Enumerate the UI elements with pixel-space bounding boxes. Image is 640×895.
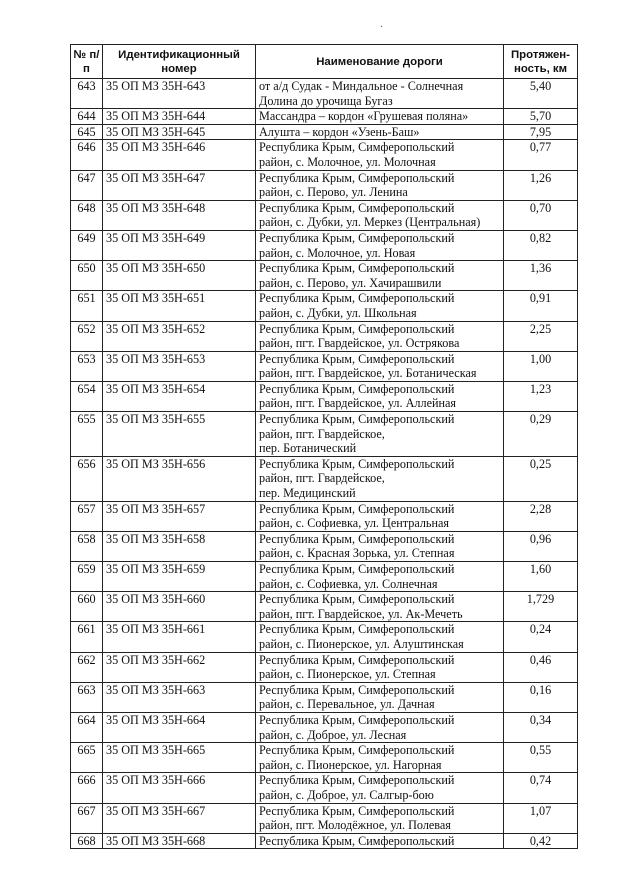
row-number: 650 bbox=[71, 261, 103, 291]
road-id: 35 ОП МЗ 35Н-644 bbox=[103, 109, 256, 125]
row-number: 655 bbox=[71, 412, 103, 457]
table-row bbox=[71, 456, 578, 501]
row-number: 645 bbox=[71, 124, 103, 140]
road-name bbox=[256, 170, 504, 200]
road-id: 35 ОП МЗ 35Н-665 bbox=[103, 743, 256, 773]
road-id: 35 ОП МЗ 35Н-650 bbox=[103, 261, 256, 291]
road-name-line: район, с. Перово, ул. Хачирашвили bbox=[259, 275, 442, 290]
road-name-line: Республика Крым, Симферопольский bbox=[259, 381, 455, 396]
row-number: 665 bbox=[71, 743, 103, 773]
table-row bbox=[71, 803, 578, 833]
table-body bbox=[71, 79, 578, 849]
road-id: 35 ОП МЗ 35Н-653 bbox=[103, 351, 256, 381]
road-name-line: район, с. Перово, ул. Ленина bbox=[259, 185, 408, 200]
row-number: 656 bbox=[71, 456, 103, 501]
road-length: 0,70 bbox=[504, 200, 578, 230]
road-id: 35 ОП МЗ 35Н-667 bbox=[103, 803, 256, 833]
road-length: 0,24 bbox=[504, 622, 578, 652]
road-name-line: Республика Крым, Симферопольский bbox=[259, 291, 455, 306]
road-name-line: Массандра – кордон «Грушевая поляна» bbox=[259, 109, 469, 124]
table-row bbox=[71, 562, 578, 592]
road-id: 35 ОП МЗ 35Н-643 bbox=[103, 79, 256, 109]
row-number: 667 bbox=[71, 803, 103, 833]
road-length: 1,26 bbox=[504, 170, 578, 200]
row-number: 664 bbox=[71, 712, 103, 742]
road-name bbox=[256, 124, 504, 140]
row-number: 668 bbox=[71, 833, 103, 849]
road-name-line: Республика Крым, Симферопольский bbox=[259, 351, 455, 366]
row-number: 666 bbox=[71, 773, 103, 803]
road-name-line: Республика Крым, Симферопольский bbox=[259, 712, 455, 727]
road-name bbox=[256, 622, 504, 652]
road-id: 35 ОП МЗ 35Н-649 bbox=[103, 230, 256, 260]
road-name-line: район, с. Красная Зорька, ул. Степная bbox=[259, 546, 455, 561]
road-name bbox=[256, 833, 504, 849]
table-row bbox=[71, 200, 578, 230]
road-name-line: район, пгт. Гвардейское, bbox=[259, 426, 385, 441]
road-length: 5,40 bbox=[504, 79, 578, 109]
road-length: 1,07 bbox=[504, 803, 578, 833]
road-name-line: Республика Крым, Симферопольский bbox=[259, 456, 455, 471]
row-number: 662 bbox=[71, 652, 103, 682]
row-number: 654 bbox=[71, 381, 103, 411]
table-row bbox=[71, 291, 578, 321]
road-id: 35 ОП МЗ 35Н-657 bbox=[103, 501, 256, 531]
road-name-line: район, с. Софиевка, ул. Солнечная bbox=[259, 576, 438, 591]
road-name-line: Республика Крым, Симферопольский bbox=[259, 622, 455, 637]
road-name-line: Республика Крым, Симферопольский bbox=[259, 743, 455, 758]
road-name-line: Республика Крым, Симферопольский bbox=[259, 321, 455, 336]
road-length: 0,16 bbox=[504, 682, 578, 712]
table-row bbox=[71, 124, 578, 140]
row-number: 647 bbox=[71, 170, 103, 200]
road-name bbox=[256, 456, 504, 501]
road-name-line: район, с. Софиевка, ул. Центральная bbox=[259, 516, 450, 531]
road-name-line: район, с. Пионерское, ул. Алуштинская bbox=[259, 636, 464, 651]
table-header-row bbox=[71, 45, 578, 79]
table-row bbox=[71, 622, 578, 652]
road-name-line: Республика Крым, Симферопольский bbox=[259, 230, 455, 245]
scan-speck: · bbox=[380, 22, 384, 33]
road-id: 35 ОП МЗ 35Н-647 bbox=[103, 170, 256, 200]
road-name-line: район, с. Дубки, ул. Меркез (Центральная) bbox=[259, 215, 481, 230]
road-length: 0,96 bbox=[504, 531, 578, 561]
road-name bbox=[256, 291, 504, 321]
table-row bbox=[71, 261, 578, 291]
road-name bbox=[256, 412, 504, 457]
road-id: 35 ОП МЗ 35Н-659 bbox=[103, 562, 256, 592]
road-length: 0,29 bbox=[504, 412, 578, 457]
road-name-line: от а/д Судак - Миндальное - Солнечная bbox=[259, 79, 464, 93]
road-name-line: Республика Крым, Симферопольский bbox=[259, 773, 455, 788]
row-number: 653 bbox=[71, 351, 103, 381]
table-row bbox=[71, 773, 578, 803]
road-id: 35 ОП МЗ 35Н-646 bbox=[103, 140, 256, 170]
road-name-line: район, пгт. Гвардейское, ул. Ак-Мечеть bbox=[259, 606, 463, 621]
road-name-line: Республика Крым, Симферопольский bbox=[259, 592, 455, 607]
road-length: 1,00 bbox=[504, 351, 578, 381]
row-number: 646 bbox=[71, 140, 103, 170]
table-row bbox=[71, 351, 578, 381]
row-number: 652 bbox=[71, 321, 103, 351]
road-name-line: Республика Крым, Симферопольский bbox=[259, 531, 455, 546]
table-row bbox=[71, 592, 578, 622]
header-num: № п/п bbox=[71, 45, 103, 79]
road-length: 0,46 bbox=[504, 652, 578, 682]
row-number: 644 bbox=[71, 109, 103, 125]
table-row bbox=[71, 412, 578, 457]
road-name-line: пер. Ботанический bbox=[259, 441, 357, 456]
road-name bbox=[256, 501, 504, 531]
road-name bbox=[256, 230, 504, 260]
road-length: 0,34 bbox=[504, 712, 578, 742]
road-name bbox=[256, 351, 504, 381]
road-id: 35 ОП МЗ 35Н-655 bbox=[103, 412, 256, 457]
header-id: Идентификационный номер bbox=[103, 45, 256, 79]
row-number: 649 bbox=[71, 230, 103, 260]
road-name-line: район, пгт. Гвардейское, ул. Аллейная bbox=[259, 396, 457, 411]
road-length: 2,28 bbox=[504, 501, 578, 531]
road-id: 35 ОП МЗ 35Н-652 bbox=[103, 321, 256, 351]
road-length: 5,70 bbox=[504, 109, 578, 125]
row-number: 657 bbox=[71, 501, 103, 531]
road-length: 0,74 bbox=[504, 773, 578, 803]
road-length: 1,729 bbox=[504, 592, 578, 622]
road-length: 0,91 bbox=[504, 291, 578, 321]
table-row bbox=[71, 682, 578, 712]
road-name bbox=[256, 562, 504, 592]
road-length: 2,25 bbox=[504, 321, 578, 351]
road-name-line: Республика Крым, Симферопольский bbox=[259, 562, 455, 576]
table-row bbox=[71, 140, 578, 170]
road-id: 35 ОП МЗ 35Н-668 bbox=[103, 833, 256, 849]
road-name-line: район, пгт. Молодёжное, ул. Полевая bbox=[259, 818, 451, 833]
road-length: 1,36 bbox=[504, 261, 578, 291]
road-name bbox=[256, 682, 504, 712]
row-number: 643 bbox=[71, 79, 103, 109]
road-id: 35 ОП МЗ 35Н-651 bbox=[103, 291, 256, 321]
road-name-line: Республика Крым, Симферопольский bbox=[259, 501, 455, 516]
table-row bbox=[71, 79, 578, 109]
road-name-line: Республика Крым, Симферопольский bbox=[259, 170, 455, 185]
road-length: 0,25 bbox=[504, 456, 578, 501]
road-name-line: Республика Крым, Симферопольский bbox=[259, 803, 455, 818]
road-name bbox=[256, 712, 504, 742]
roads-table bbox=[70, 44, 578, 849]
road-name bbox=[256, 592, 504, 622]
road-name bbox=[256, 531, 504, 561]
road-name bbox=[256, 109, 504, 125]
road-name bbox=[256, 261, 504, 291]
row-number: 663 bbox=[71, 682, 103, 712]
road-name-line: район, с. Пионерское, ул. Степная bbox=[259, 667, 436, 682]
row-number: 659 bbox=[71, 562, 103, 592]
road-name-line: пер. Медицинский bbox=[259, 486, 356, 501]
road-name-line: район, с. Молочное, ул. Молочная bbox=[259, 154, 436, 169]
road-name-line: район, с. Дубки, ул. Школьная bbox=[259, 305, 417, 320]
road-length: 1,60 bbox=[504, 562, 578, 592]
row-number: 651 bbox=[71, 291, 103, 321]
road-name bbox=[256, 652, 504, 682]
road-name bbox=[256, 321, 504, 351]
road-name bbox=[256, 79, 504, 109]
road-id: 35 ОП МЗ 35Н-648 bbox=[103, 200, 256, 230]
road-id: 35 ОП МЗ 35Н-666 bbox=[103, 773, 256, 803]
road-id: 35 ОП МЗ 35Н-664 bbox=[103, 712, 256, 742]
road-name-line: Республика Крым, Симферопольский bbox=[259, 833, 455, 848]
road-name-line: Республика Крым, Симферопольский bbox=[259, 652, 455, 667]
table-row bbox=[71, 501, 578, 531]
table-row bbox=[71, 321, 578, 351]
road-id: 35 ОП МЗ 35Н-656 bbox=[103, 456, 256, 501]
road-name-line: Республика Крым, Симферопольский bbox=[259, 682, 455, 697]
road-name-line: Республика Крым, Симферопольский bbox=[259, 200, 455, 215]
table-row bbox=[71, 712, 578, 742]
row-number: 658 bbox=[71, 531, 103, 561]
table-row bbox=[71, 743, 578, 773]
road-length: 0,42 bbox=[504, 833, 578, 849]
road-id: 35 ОП МЗ 35Н-662 bbox=[103, 652, 256, 682]
road-length: 0,77 bbox=[504, 140, 578, 170]
road-name-line: Республика Крым, Симферопольский bbox=[259, 412, 455, 427]
road-name-line: район, пгт. Гвардейское, ул. Ботаническая bbox=[259, 366, 477, 381]
table-row bbox=[71, 833, 578, 849]
road-name-line: Алушта – кордон «Узень-Баш» bbox=[259, 124, 420, 139]
table-row bbox=[71, 652, 578, 682]
road-name bbox=[256, 743, 504, 773]
road-name-line: район, с. Доброе, ул. Салгыр-бою bbox=[259, 787, 434, 802]
road-id: 35 ОП МЗ 35Н-663 bbox=[103, 682, 256, 712]
road-name bbox=[256, 200, 504, 230]
road-length: 1,23 bbox=[504, 381, 578, 411]
table-row bbox=[71, 381, 578, 411]
road-name-line: Республика Крым, Симферопольский bbox=[259, 140, 455, 155]
table-row bbox=[71, 531, 578, 561]
road-name-line: район, пгт. Гвардейское, bbox=[259, 471, 385, 486]
road-name bbox=[256, 140, 504, 170]
table-row bbox=[71, 230, 578, 260]
table-row bbox=[71, 109, 578, 125]
road-id: 35 ОП МЗ 35Н-658 bbox=[103, 531, 256, 561]
road-id: 35 ОП МЗ 35Н-661 bbox=[103, 622, 256, 652]
road-length: 0,55 bbox=[504, 743, 578, 773]
table-row bbox=[71, 170, 578, 200]
header-name: Наименование дороги bbox=[256, 45, 504, 79]
road-name-line: Долина до урочища Бугаз bbox=[259, 93, 393, 108]
road-name-line: район, с. Доброе, ул. Лесная bbox=[259, 727, 407, 742]
road-length: 0,82 bbox=[504, 230, 578, 260]
road-name bbox=[256, 803, 504, 833]
road-id: 35 ОП МЗ 35Н-660 bbox=[103, 592, 256, 622]
road-name-line: район, с. Перевальное, ул. Дачная bbox=[259, 697, 435, 712]
row-number: 648 bbox=[71, 200, 103, 230]
road-name-line: Республика Крым, Симферопольский bbox=[259, 261, 455, 276]
road-length: 7,95 bbox=[504, 124, 578, 140]
road-id: 35 ОП МЗ 35Н-645 bbox=[103, 124, 256, 140]
header-length: Протяжен-ность, км bbox=[504, 45, 578, 79]
row-number: 661 bbox=[71, 622, 103, 652]
road-name bbox=[256, 773, 504, 803]
road-name bbox=[256, 381, 504, 411]
road-id: 35 ОП МЗ 35Н-654 bbox=[103, 381, 256, 411]
road-name-line: район, с. Молочное, ул. Новая bbox=[259, 245, 416, 260]
road-name-line: район, пгт. Гвардейское, ул. Острякова bbox=[259, 336, 460, 351]
row-number: 660 bbox=[71, 592, 103, 622]
road-name-line: район, с. Пионерское, ул. Нагорная bbox=[259, 757, 442, 772]
